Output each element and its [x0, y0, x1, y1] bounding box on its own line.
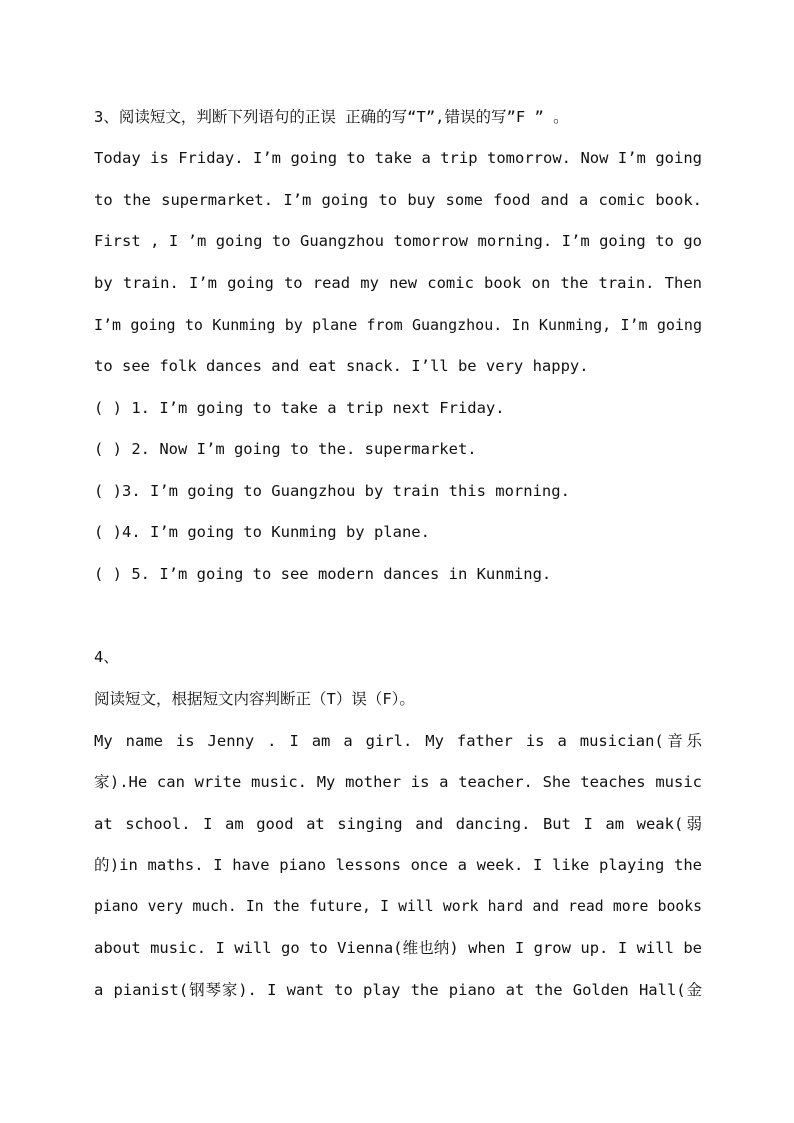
section4-passage-line-7: a pianist(钢琴家). I want to play the piano at the Golden Hall(金: [94, 981, 702, 999]
question-1: ( ) 1. I’m going to take a trip next Friday.: [94, 399, 505, 417]
section4-passage-line-2: 家).He can write music. My mother is a teacher. She teaches music: [94, 773, 702, 791]
section4-heading: 阅读短文，根据短文内容判断正（T）误（F）。: [94, 690, 415, 708]
section3-passage-line-4: by train. I’m going to read my new comic book on the train. Then: [94, 274, 702, 292]
section3-passage-line-3: First , I ’m going to Guangzhou tomorrow morning. I’m going to go: [94, 232, 702, 250]
section3-passage-line-2: to the supermarket. I’m going to buy some food and a comic book.: [94, 191, 702, 209]
section4-passage-line-6: about music. I will go to Vienna(维也纳) when I grow up. I will be: [94, 939, 702, 957]
section4-passage-line-3: at school. I am good at singing and dancing. But I am weak(弱: [94, 815, 702, 833]
question-2: ( ) 2. Now I’m going to the. supermarket.: [94, 440, 477, 458]
section3-passage-line-1: Today is Friday. I’m going to take a trip tomorrow. Now I’m going: [94, 149, 702, 167]
section3-passage-line-6: to see folk dances and eat snack. I’ll be very happy.: [94, 357, 589, 375]
section4-number: 4、: [94, 648, 119, 666]
question-4: ( )4. I’m going to Kunming by plane.: [94, 523, 430, 541]
question-5: ( ) 5. I’m going to see modern dances in Kunming.: [94, 565, 552, 583]
section4-passage-line-5: piano very much. In the future, I will work hard and read more books: [94, 898, 702, 915]
section3-passage-line-5: I’m going to Kunming by plane from Guangzhou. In Kunming, I’m going: [94, 316, 702, 334]
section3-heading: 3、阅读短文，判断下列语句的正误 正确的写“T”,错误的写”F ” 。: [94, 108, 569, 126]
section4-passage-line-1: My name is Jenny . I am a girl. My father is a musician(音乐: [94, 732, 702, 750]
section4-passage-line-4: 的)in maths. I have piano lessons once a week. I like playing the: [94, 856, 702, 874]
question-3: ( )3. I’m going to Guangzhou by train this morning.: [94, 482, 570, 500]
